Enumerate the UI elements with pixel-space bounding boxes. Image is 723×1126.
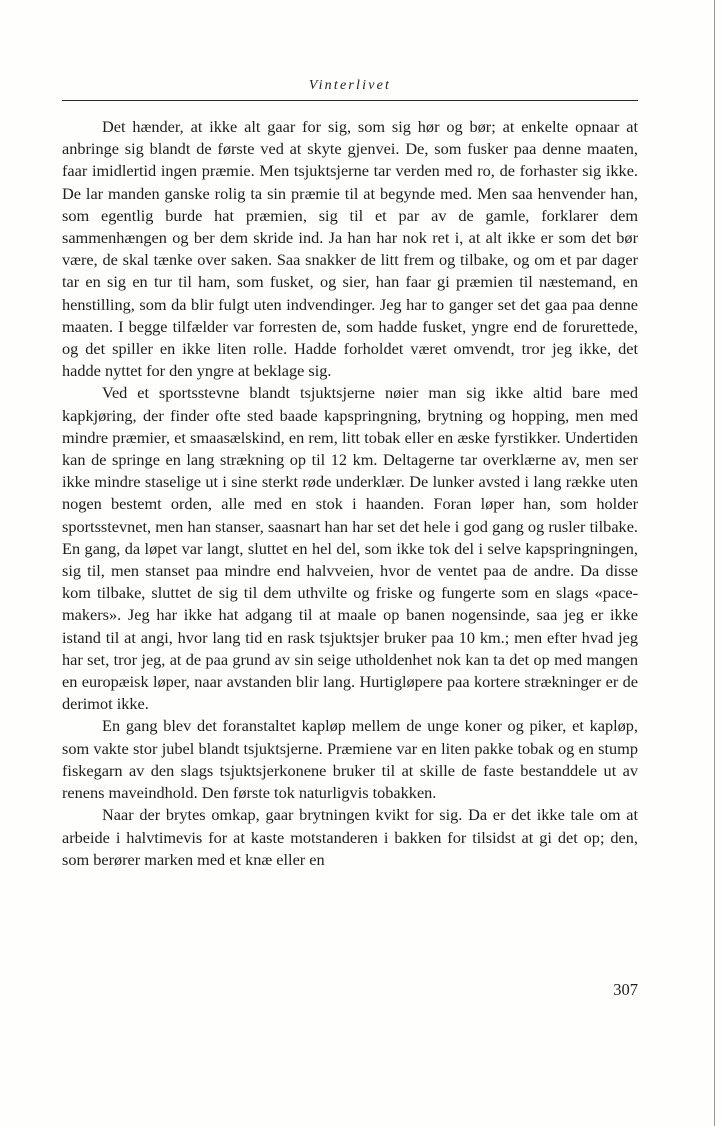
paragraph: Naar der brytes omkap, gaar brytningen kvikt for sig. Da er det ikke tale om at arbeide i halvtimevis for at kaste motstanderen i bakken for tilsidst at gi det op; den, som berører marken med et knæ eller en (62, 805, 638, 869)
body-text (62, 116, 638, 871)
paragraph: Ved et sportsstevne blandt tsjuktsjerne nøier man sig ikke altid bare med kapkjøring, der finder ofte sted baade kapspringning, brytning og hopping, men med mindre præmier, et smaasælskind, en rem, litt tobak eller en æske fyrstikker. Undertiden kan de springe en lang strækning op til 12 km. Deltagerne tar overklærne av, men ser ikke mindre staselige ut i sine sterkt røde underklær. De lunker avsted i lang række uten nogen bestemt orden, alle med en stok i haanden. Foran løper han, som holder sportsstevnet, men han stanser, saasnart han har set det hele i god gang og rusler tilbake. En gang, da løpet var langt, sluttet en hel del, som ikke tok del i selve kapspringningen, sig til, men stanset paa mindre end halvveien, hvor de ventet paa de andre. Da disse kom tilbake, sluttet de sig til dem uthvilte og friske og fungerte som en slags «pace-makers». Jeg har ikke hat adgang til at maale op banen nogensinde, saa jeg er ikke istand til at angi, hvor lang tid en rask tsjuktsjer bruker paa 10 km.; men efter hvad jeg har set, tror jeg, at de paa grund av sin seige utholdenhet nok kan ta det op med mangen en europæisk løper, naar avstanden blir lang. Hurtigløpere paa kortere strækninger er de derimot ikke. (62, 383, 638, 714)
paragraph: Det hænder, at ikke alt gaar for sig, som sig hør og bør; at enkelte opnaar at anbringe sig blandt de første ved at skyte gjenvei. De, som fusker paa denne maaten, faar imidlertid ingen præmie. Men tsjuktsjerne tar verden med ro, de forhaster sig ikke. De lar manden ganske rolig ta sin præmie til at begynde med. Men saa henvender han, som egentlig burde hat præmien, sig til et par av de gamle, forklarer dem sammenhængen og ber dem skride ind. Ja han har nok ret i, at alt ikke er som det bør være, de skal tænke over saken. Saa snakker de litt frem og tilbake, og om et par dager tar en sig en tur til ham, som fusket, og sier, han faar gi præmien til næstemand, en henstilling, som da blir fulgt uten indvendinger. Jeg har to ganger set det gaa paa denne maaten. I begge tilfælder var forresten de, som hadde fusket, yngre end de forurettede, og det spiller en ikke liten rolle. Hadde forholdet været omvendt, tror jeg ikke, det hadde nyttet for den yngre at beklage sig. (62, 117, 638, 381)
running-header-title: Vinterlivet (308, 78, 392, 93)
page-number: 307 (613, 980, 638, 999)
paragraph: En gang blev det foranstaltet kapløp mellem de unge koner og piker, et kapløp, som vakte stor jubel blandt tsjuktsjerne. Præmiene var en liten pakke tobak og en stump fiskegarn av den slags tsjuktsjerkonene bruker til at skille de faste bestanddele ut av renens maveindhold. Den første tok naturligvis tobakken. (62, 716, 638, 803)
header-rule (62, 100, 638, 101)
page-edge-line (714, 0, 715, 1126)
